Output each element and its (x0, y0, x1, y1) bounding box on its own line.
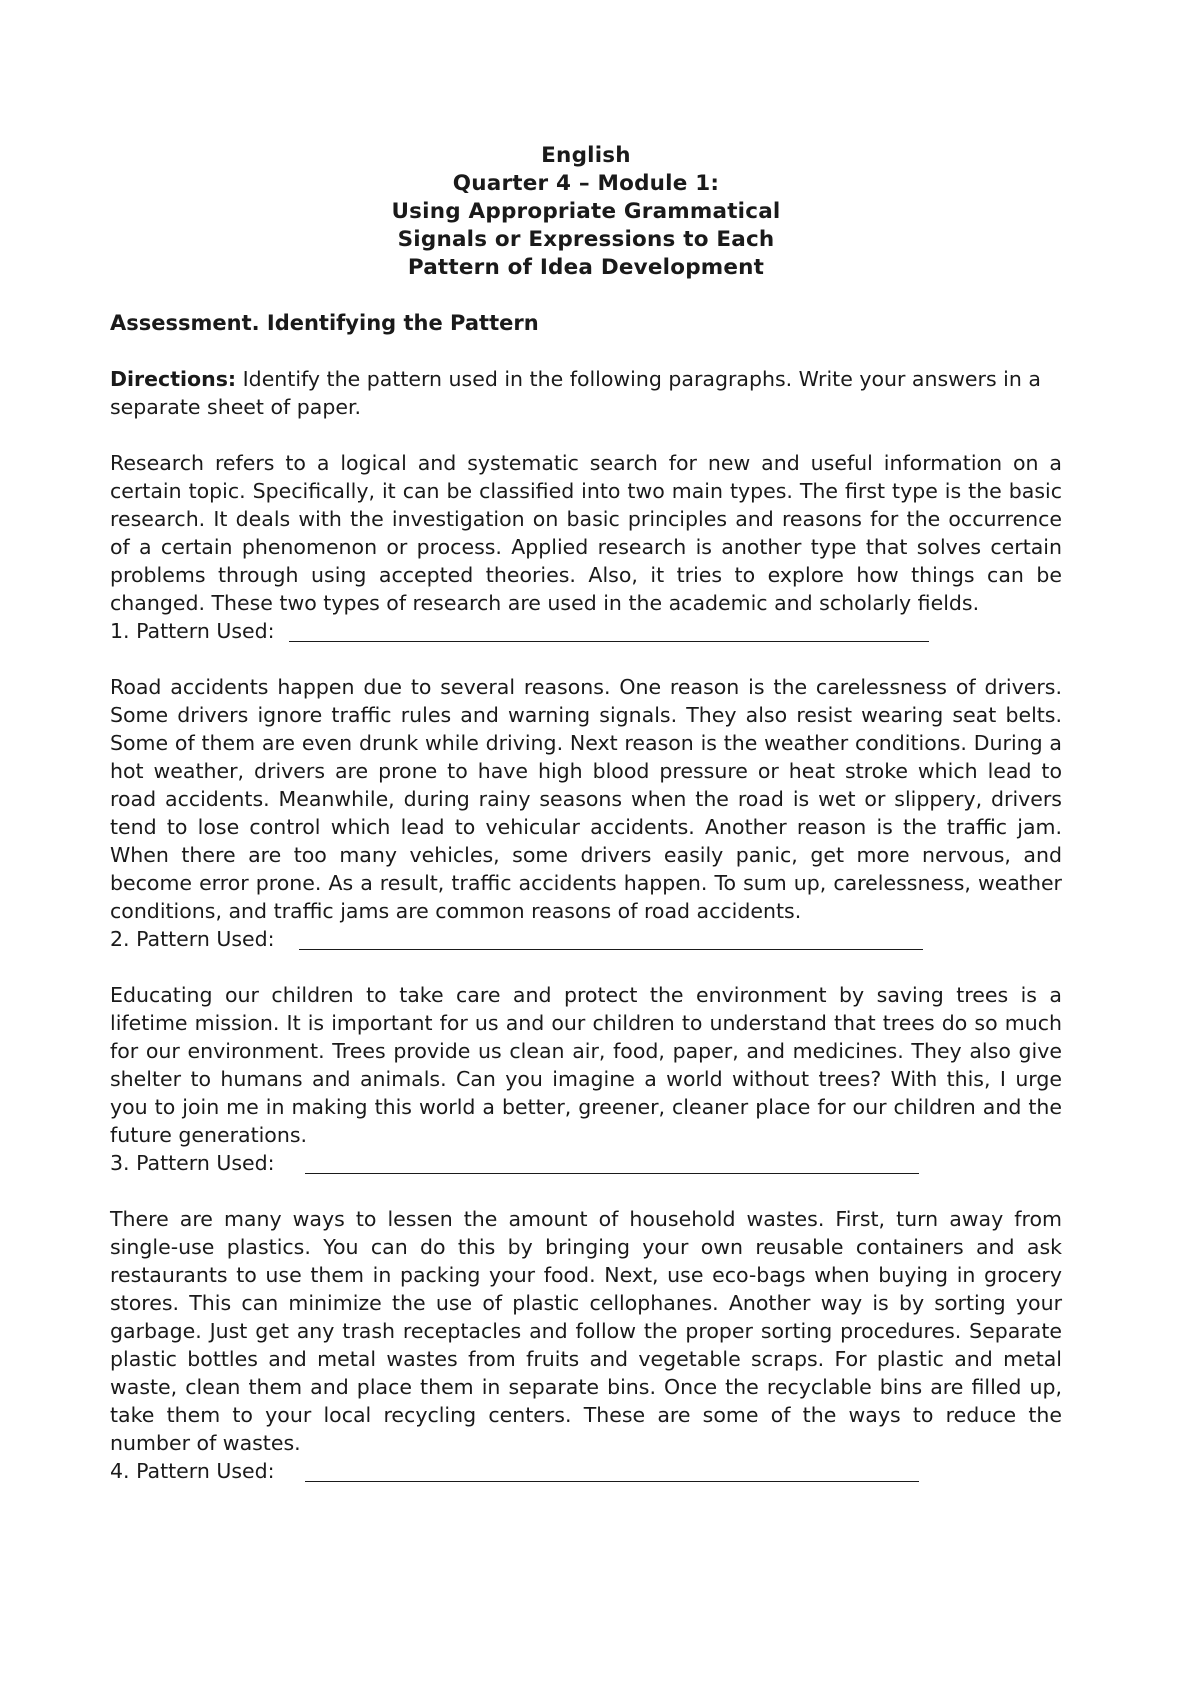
title-quarter-module: Quarter 4 – Module 1: (452, 171, 720, 196)
answer-label-1: 1. Pattern Used: (110, 619, 275, 643)
passage-1: Research refers to a logical and systematic search for new and useful information on a certain topic. Specifically, it can be classified into two main types. The first type is the basic research. It deals with the investigation on basic principles and reasons for the occurrence of a certain phenomenon or process. Applied research is another type that solves certain problems through using accepted theories. Also, it tries to explore how things can be changed. These two types of research are used in the academic and scholarly fields. (110, 451, 1062, 615)
module-title (110, 142, 1062, 282)
passage-2: Road accidents happen due to several reasons. One reason is the carelessness of drivers. Some drivers ignore traffic rules and warning signals. They also resist wearing seat belts. Some of them are even drunk while driving. Next reason is the weather conditions. During a hot weather, drivers are prone to have high blood pressure or heat stroke which lead to road accidents. Meanwhile, during rainy seasons when the road is wet or slippery, drivers tend to lose control which lead to vehicular accidents. Another reason is the traffic jam. When there are too many vehicles, some drivers easily panic, get more nervous, and become error prone. As a result, traffic accidents happen. To sum up, carelessness, weather conditions, and traffic jams are common reasons of road accidents. (110, 675, 1062, 923)
answer-label-4: 4. Pattern Used: (110, 1459, 275, 1483)
answer-blank-2[interactable] (299, 927, 923, 950)
answer-label-2: 2. Pattern Used: (110, 927, 275, 951)
directions (110, 365, 1062, 421)
directions-text: Identify the pattern used in the following paragraphs. Write your answers in a separate sheet of paper. (110, 367, 1041, 419)
answer-blank-3[interactable] (305, 1151, 919, 1174)
answer-blank-1[interactable] (289, 619, 929, 642)
passage-4: There are many ways to lessen the amount of household wastes. First, turn away from single-use plastics. You can do this by bringing your own reusable containers and ask restaurants to use them in packing your food. Next, use eco-bags when buying in grocery stores. This can minimize the use of plastic cellophanes. Another way is by sorting your garbage. Just get any trash receptacles and follow the proper sorting procedures. Separate plastic bottles and metal wastes from fruits and vegetable scraps. For plastic and metal waste, clean them and place them in separate bins. Once the recyclable bins are filled up, take them to your local recycling centers. These are some of the ways to reduce the number of wastes. (110, 1207, 1062, 1455)
answer-row-4 (110, 1457, 1062, 1485)
title-topic-line-2: Signals or Expressions to Each (397, 227, 775, 252)
answer-row-3 (110, 1149, 1062, 1177)
answer-blank-4[interactable] (305, 1459, 919, 1482)
answer-label-3: 3. Pattern Used: (110, 1151, 275, 1175)
passage-3: Educating our children to take care and protect the environment by saving trees is a lifetime mission. It is important for us and our children to understand that trees do so much for our environment. Trees provide us clean air, food, paper, and medicines. They also give shelter to humans and animals. Can you imagine a world without trees? With this, I urge you to join me in making this world a better, greener, cleaner place for our children and the future generations. (110, 983, 1062, 1147)
answer-row-2 (110, 925, 1062, 953)
assessment-heading: Assessment. Identifying the Pattern (110, 311, 539, 335)
title-subject: English (541, 143, 631, 168)
worksheet-page (110, 142, 1062, 1485)
title-topic-line-3: Pattern of Idea Development (407, 255, 765, 280)
title-topic-line-1: Using Appropriate Grammatical (391, 199, 781, 224)
answer-row-1 (110, 617, 1062, 645)
directions-label: Directions: (110, 367, 237, 391)
